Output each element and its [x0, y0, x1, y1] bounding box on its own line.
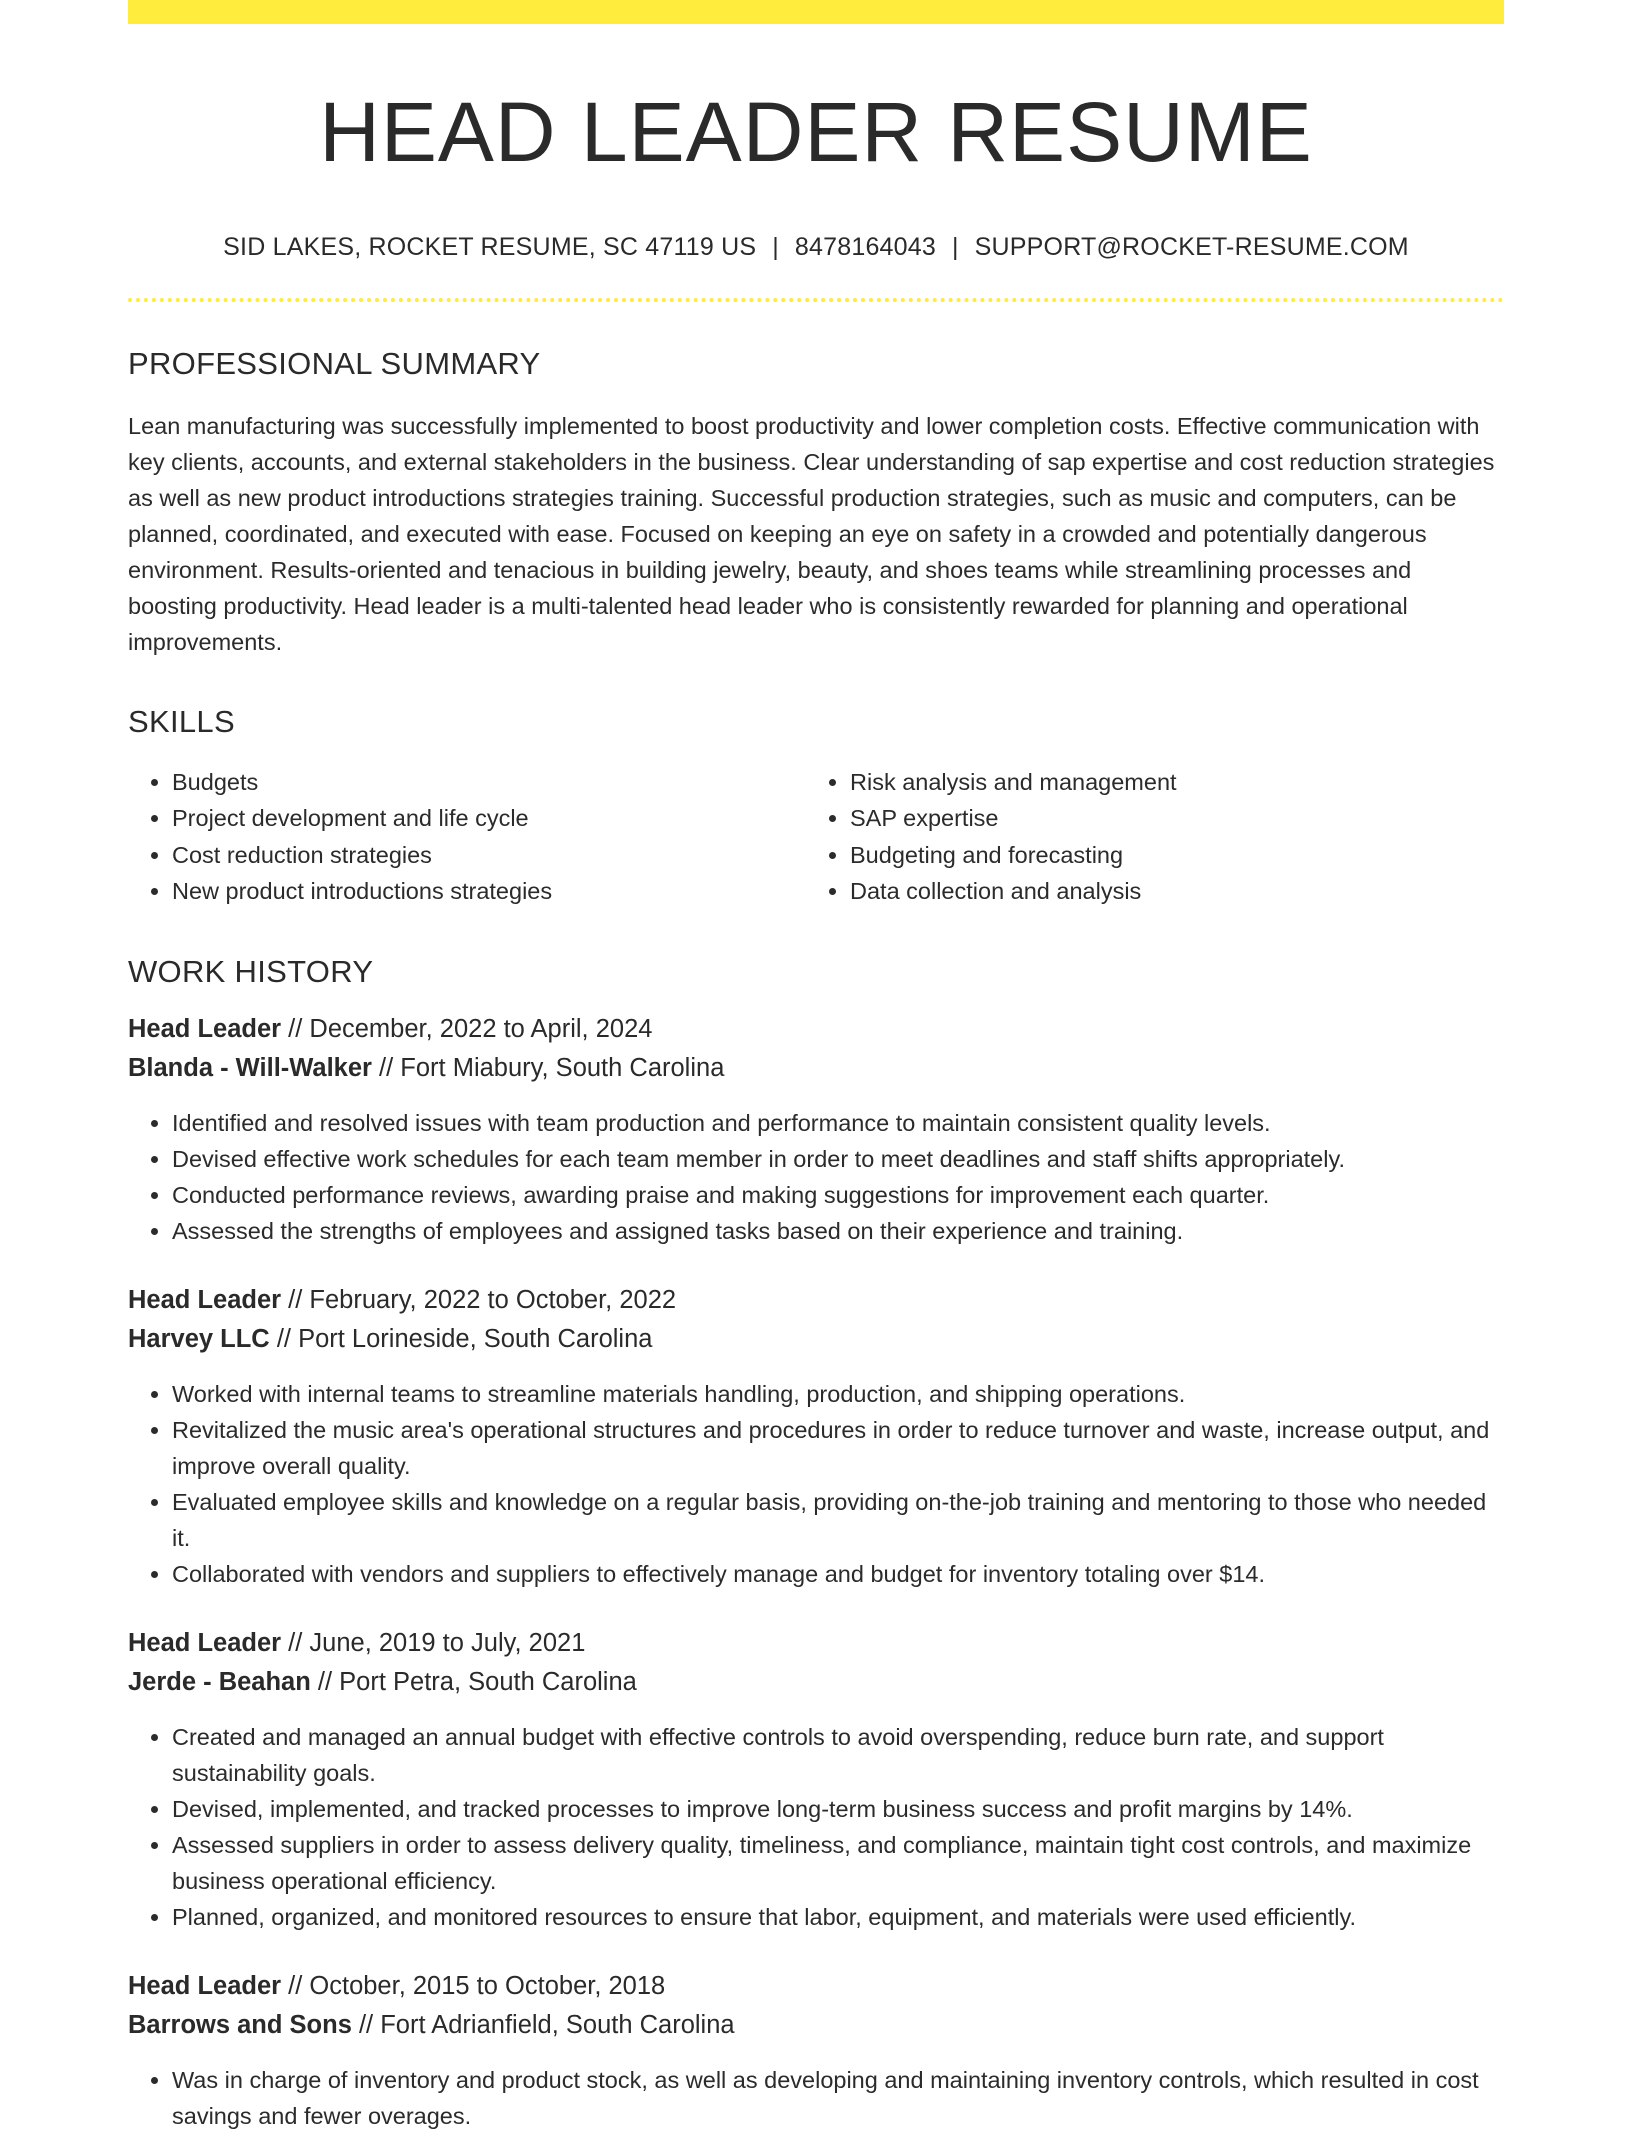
- skill-item: • Budgets: [172, 764, 806, 801]
- skill-item: • Cost reduction strategies: [172, 837, 806, 874]
- skill-item: • Data collection and analysis: [850, 873, 1484, 910]
- page-title: HEAD LEADER RESUME: [319, 85, 1313, 179]
- email: SUPPORT@ROCKET-RESUME.COM: [974, 232, 1409, 261]
- job-duties: [128, 2062, 1504, 2134]
- address: SID LAKES, ROCKET RESUME, SC 47119 US: [223, 232, 757, 261]
- job-duties: [128, 1376, 1504, 1592]
- job-role: Head Leader: [128, 1971, 282, 2000]
- job-entry: [128, 1624, 1504, 1935]
- job-location: // Port Lorineside, South Carolina: [269, 1324, 653, 1353]
- skill-item: • Risk analysis and management: [850, 764, 1484, 801]
- job-company: Blanda - Will-Walker: [128, 1053, 372, 1082]
- job-company-line: [128, 1663, 1504, 1702]
- skill-item: • New product introductions strategies: [172, 873, 806, 910]
- job-entry: [128, 1281, 1504, 1592]
- separator: |: [772, 232, 779, 261]
- summary-heading: PROFESSIONAL SUMMARY: [128, 345, 541, 381]
- job-duty: • Evaluated employee skills and knowledge on a regular basis, providing on-the-job training and mentoring to those who needed it.: [172, 1484, 1504, 1556]
- job-duty: • Assessed suppliers in order to assess delivery quality, timeliness, and compliance, maintain tight cost controls, and maximize business operational efficiency.: [172, 1827, 1504, 1899]
- job-duty: • Devised effective work schedules for each team member in order to meet deadlines and staff shifts appropriately.: [172, 1141, 1504, 1177]
- job-duty: • Revitalized the music area's operational structures and procedures in order to reduce turnover and waste, increase output, and improve overall quality.: [172, 1412, 1504, 1484]
- job-company: Jerde - Beahan: [128, 1667, 311, 1696]
- job-duty: • Collaborated with vendors and suppliers to effectively manage and budget for inventory totaling over $14.: [172, 1556, 1504, 1592]
- job-dates: // October, 2015 to October, 2018: [281, 1971, 666, 2000]
- contact-line: [128, 233, 1504, 262]
- job-location: // Port Petra, South Carolina: [310, 1667, 637, 1696]
- job-title-line: [128, 1010, 1504, 1049]
- job-dates: // June, 2019 to July, 2021: [281, 1628, 586, 1657]
- job-company: Harvey LLC: [128, 1324, 270, 1353]
- skills-heading: SKILLS: [128, 703, 235, 739]
- job-role: Head Leader: [128, 1014, 282, 1043]
- job-duty: • Devised, implemented, and tracked processes to improve long-term business success and profit margins by 14%.: [172, 1791, 1504, 1827]
- job-duties: [128, 1105, 1504, 1249]
- skill-item: • Project development and life cycle: [172, 800, 806, 837]
- skills-column-right: [806, 764, 1484, 910]
- job-title-line: [128, 1967, 1504, 2006]
- job-entry: [128, 1967, 1504, 2134]
- job-company-line: [128, 2006, 1504, 2045]
- dotted-divider: [128, 298, 1504, 302]
- skill-item: • SAP expertise: [850, 800, 1484, 837]
- top-accent-bar: [128, 0, 1504, 24]
- phone: 8478164043: [794, 232, 936, 261]
- job-duty: • Worked with internal teams to streamline materials handling, production, and shipping operations.: [172, 1376, 1504, 1412]
- resume-page: [128, 0, 1504, 2134]
- job-company: Barrows and Sons: [128, 2010, 352, 2039]
- skills-column-left: [128, 764, 806, 910]
- job-company-line: [128, 1320, 1504, 1359]
- job-entry: [128, 1010, 1504, 1249]
- job-dates: // February, 2022 to October, 2022: [281, 1285, 677, 1314]
- summary-text: Lean manufacturing was successfully implemented to boost productivity and lower completion costs. Effective communication with key clients, accounts, and external stakeholders in the business. Clear understanding of sap expertise and cost reduction strategies as well as new product introductions strategies training. Successful production strategies, such as music and computers, can be planned, coordinated, and executed with ease. Focused on keeping an eye on safety in a crowded and potentially dangerous environment. Results-oriented and tenacious in building jewelry, beauty, and shoes teams while streamlining processes and boosting productivity. Head leader is a multi-talented head leader who is consistently rewarded for planning and operational improvements.: [128, 412, 1495, 655]
- work-history-heading: WORK HISTORY: [128, 953, 374, 989]
- skills-list: [128, 764, 1504, 910]
- job-duty: • Identified and resolved issues with team production and performance to maintain consistent quality levels.: [172, 1105, 1504, 1141]
- job-company-line: [128, 1049, 1504, 1088]
- job-duty: • Assessed the strengths of employees and assigned tasks based on their experience and training.: [172, 1213, 1504, 1249]
- job-role: Head Leader: [128, 1628, 282, 1657]
- job-duty: • Was in charge of inventory and product stock, as well as developing and maintaining inventory controls, which resulted in cost savings and fewer overages.: [172, 2062, 1504, 2134]
- job-title-line: [128, 1281, 1504, 1320]
- skill-item: • Budgeting and forecasting: [850, 837, 1484, 874]
- job-duty: • Planned, organized, and monitored resources to ensure that labor, equipment, and materials were used efficiently.: [172, 1899, 1504, 1935]
- job-role: Head Leader: [128, 1285, 282, 1314]
- separator: |: [951, 232, 959, 261]
- job-location: // Fort Adrianfield, South Carolina: [351, 2010, 735, 2039]
- job-title-line: [128, 1624, 1504, 1663]
- job-dates: // December, 2022 to April, 2024: [281, 1014, 653, 1043]
- job-duty: • Created and managed an annual budget with effective controls to avoid overspending, reduce burn rate, and support sustainability goals.: [172, 1719, 1504, 1791]
- job-duty: • Conducted performance reviews, awarding praise and making suggestions for improvement each quarter.: [172, 1177, 1504, 1213]
- job-duties: [128, 1719, 1504, 1935]
- job-location: // Fort Miabury, South Carolina: [371, 1053, 725, 1082]
